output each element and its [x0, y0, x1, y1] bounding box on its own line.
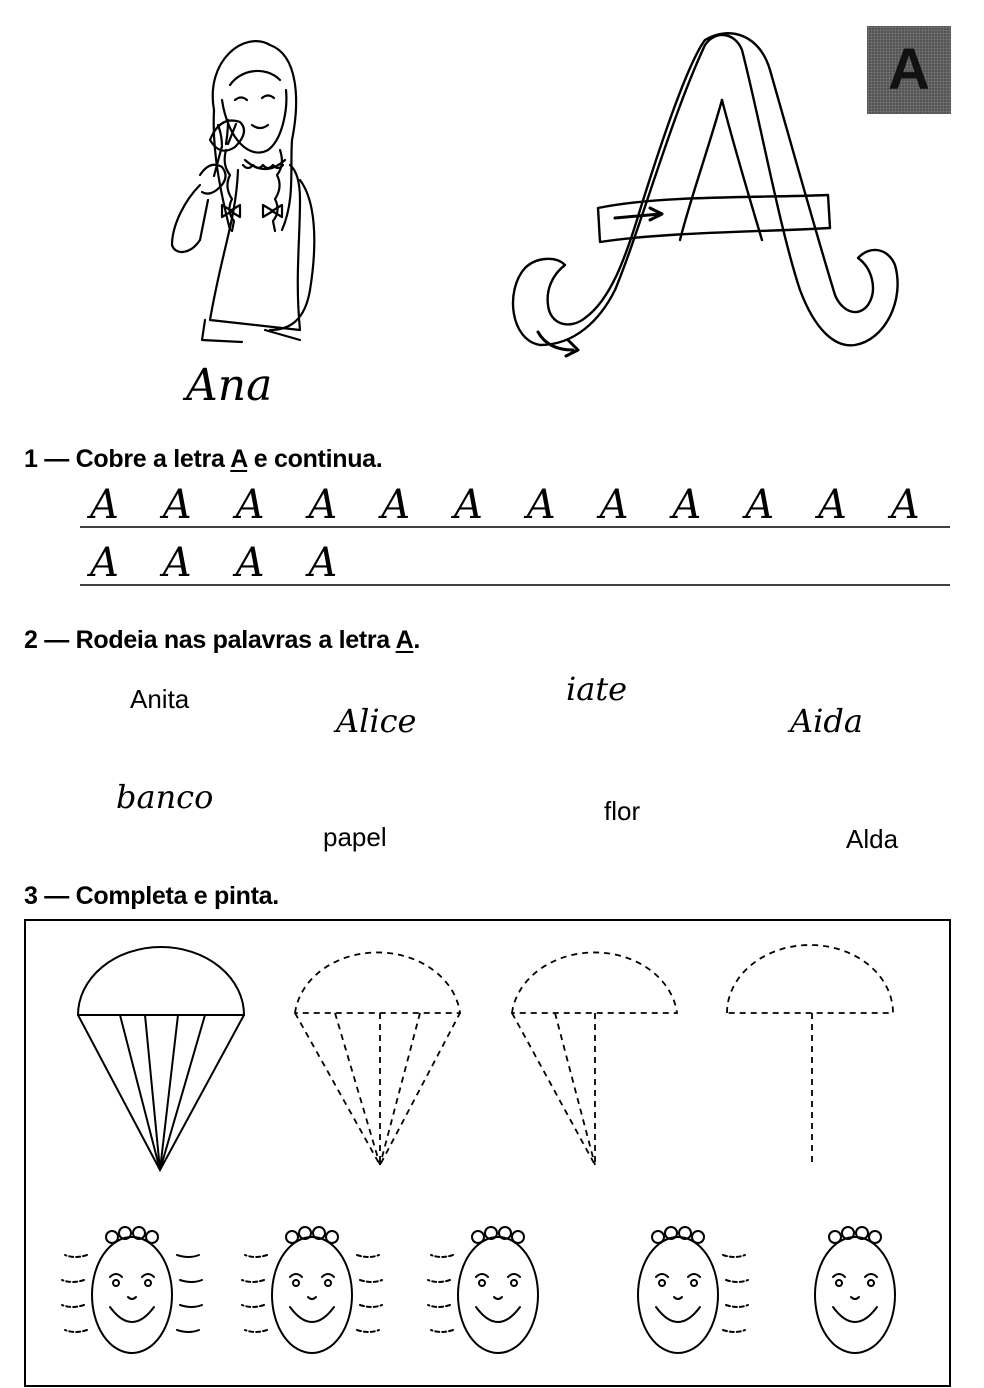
practice-glyph[interactable]: A: [599, 482, 629, 528]
practice-glyph[interactable]: A: [308, 482, 338, 528]
exercise2-number: 2: [24, 626, 38, 654]
practice-glyph[interactable]: A: [745, 482, 775, 528]
parachute-dashed-3: [727, 945, 893, 1165]
word-anita[interactable]: Anita: [130, 684, 190, 714]
exercise1-dash: —: [44, 445, 69, 473]
practice-glyph[interactable]: A: [162, 540, 192, 586]
parachute-dashed-1: [295, 952, 460, 1165]
exercise2-letter: A: [395, 626, 414, 654]
faces-row: [62, 1227, 895, 1353]
face-3: [428, 1227, 538, 1353]
exercise1-text-after: e continua.: [253, 445, 383, 473]
practice-row-2[interactable]: [90, 540, 960, 588]
practice-glyph[interactable]: A: [90, 482, 119, 528]
practice-glyph[interactable]: A: [235, 540, 265, 586]
word-papel[interactable]: papel: [323, 822, 387, 852]
practice-glyph[interactable]: A: [454, 482, 483, 528]
practice-glyph[interactable]: A: [526, 482, 556, 528]
exercise2-heading: [24, 626, 420, 655]
practice-glyph[interactable]: A: [672, 482, 702, 528]
exercise1-text-before: Cobre a letra: [75, 445, 225, 473]
word-aida[interactable]: Aida: [790, 702, 863, 740]
face-4: [638, 1227, 748, 1353]
girl-illustration: [172, 41, 314, 342]
practice-glyph[interactable]: A: [818, 482, 847, 528]
exercise3-number: 3: [24, 882, 38, 910]
practice-glyph[interactable]: A: [381, 482, 411, 528]
word-alice[interactable]: Alice: [336, 702, 417, 740]
practice-glyph[interactable]: A: [162, 482, 192, 528]
face-5: [815, 1227, 895, 1353]
practice-glyph[interactable]: A: [90, 540, 119, 586]
badge-letter: A: [888, 37, 930, 102]
face-1: [62, 1227, 202, 1353]
exercise2-text-after: .: [413, 626, 421, 654]
exercise2-text-before: Rodeia nas palavras a letra: [75, 626, 390, 654]
exercise3-frame: [25, 920, 950, 1386]
parachute-complete: [78, 947, 244, 1170]
exercise1-heading: [24, 445, 382, 474]
practice-glyph[interactable]: A: [308, 540, 338, 586]
big-letter-a-outline: [513, 33, 898, 356]
word-banco[interactable]: banco: [116, 778, 214, 816]
word-alda[interactable]: Alda: [846, 824, 899, 854]
exercise3-dash: —: [44, 882, 69, 910]
practice-glyph[interactable]: A: [235, 482, 265, 528]
exercise1-number: 1: [24, 445, 38, 473]
exercise1-letter: A: [230, 445, 248, 473]
exercise3-heading: [24, 882, 279, 911]
girl-name-label: Ana: [186, 360, 273, 411]
exercise2-dash: —: [44, 626, 69, 654]
exercise3-text: Completa e pinta.: [75, 882, 279, 910]
parachute-dashed-2: [512, 952, 677, 1165]
word-flor[interactable]: flor: [604, 796, 641, 826]
word-iate[interactable]: iate: [566, 670, 628, 708]
practice-row-1[interactable]: [90, 482, 960, 530]
face-2: [242, 1227, 382, 1353]
practice-glyph[interactable]: A: [890, 482, 920, 528]
